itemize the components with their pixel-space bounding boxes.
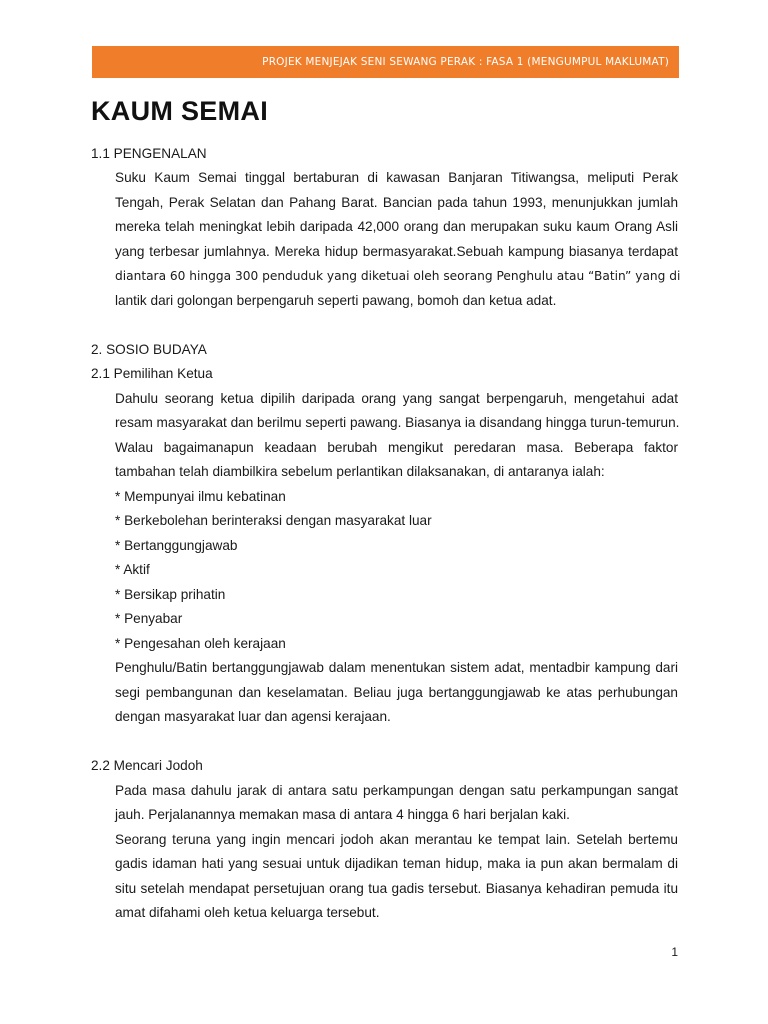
paragraph-line: situ setelah mendapat persetujuan orang tua gadis tersebut. Biasanya kehadiran pemuda itu bbox=[115, 881, 678, 896]
paragraph-line: gadis idaman hati yang sesuai untuk dijadikan teman hidup, maka ia pun akan bermalam di bbox=[115, 856, 678, 871]
section-heading-sosio-budaya: 2. SOSIO BUDAYA bbox=[91, 342, 207, 357]
section-heading-pengenalan: 1.1 PENGENALAN bbox=[91, 146, 207, 161]
paragraph-line: dengan masyarakat luar dan agensi kerajaan. bbox=[115, 709, 391, 724]
paragraph-line: amat difahami oleh ketua keluarga tersebut. bbox=[115, 905, 380, 920]
subsection-heading-pemilihan-ketua: 2.1 Pemilihan Ketua bbox=[91, 366, 213, 381]
bullet-item: * Pengesahan oleh kerajaan bbox=[115, 636, 286, 651]
bullet-item: * Mempunyai ilmu kebatinan bbox=[115, 489, 286, 504]
paragraph-line: mereka telah meningkat lebih daripada 42,000 orang dan merupakan suku kaum Orang Asli bbox=[115, 219, 678, 234]
header-banner-text: PROJEK MENJEJAK SENI SEWANG PERAK : FASA 1 (MENGUMPUL MAKLUMAT) bbox=[262, 56, 669, 68]
paragraph-line: lantik dari golongan berpengaruh seperti pawang, bomoh dan ketua adat. bbox=[115, 293, 557, 308]
bullet-item: * Aktif bbox=[115, 562, 150, 577]
paragraph-line: resam masyarakat dan berilmu seperti pawang. Biasanya ia disandang hingga turun-temurun. bbox=[115, 415, 680, 430]
paragraph-line: yang terbesar jumlahnya. Mereka hidup bermasyarakat.Sebuah kampung biasanya terdapat bbox=[115, 244, 678, 259]
bullet-item: * Bersikap prihatin bbox=[115, 587, 226, 602]
paragraph-line: Tengah, Perak Selatan dan Pahang Barat. Bancian pada tahun 1993, menunjukkan jumlah bbox=[115, 195, 678, 210]
paragraph-line: diantara 60 hingga 300 penduduk yang diketuai oleh seorang Penghulu atau “Batin” yang di bbox=[115, 269, 681, 283]
bullet-item: * Berkebolehan berinteraksi dengan masyarakat luar bbox=[115, 513, 432, 528]
paragraph-line: Penghulu/Batin bertanggungjawab dalam menentukan sistem adat, mentadbir kampung dari bbox=[115, 660, 678, 675]
paragraph-line: Seorang teruna yang ingin mencari jodoh akan merantau ke tempat lain. Setelah bertemu bbox=[115, 832, 678, 847]
paragraph-line: tambahan telah diambilkira sebelum perlantikan dilaksanakan, di antaranya ialah: bbox=[115, 464, 605, 479]
page-number: 1 bbox=[671, 945, 678, 959]
paragraph-line: Pada masa dahulu jarak di antara satu perkampungan dengan satu perkampungan sangat bbox=[115, 783, 678, 798]
header-banner bbox=[92, 46, 679, 78]
bullet-item: * Penyabar bbox=[115, 611, 183, 626]
bullet-item: * Bertanggungjawab bbox=[115, 538, 238, 553]
page-title: KAUM SEMAI bbox=[91, 96, 268, 126]
subsection-heading-mencari-jodoh: 2.2 Mencari Jodoh bbox=[91, 758, 203, 773]
paragraph-line: Dahulu seorang ketua dipilih daripada orang yang sangat berpengaruh, mengetahui adat bbox=[115, 391, 678, 406]
paragraph-line: segi pembangunan dan keselamatan. Beliau juga bertanggungjawab ke atas perhubungan bbox=[115, 685, 678, 700]
paragraph-line: jauh. Perjalanannya memakan masa di antara 4 hingga 6 hari berjalan kaki. bbox=[115, 807, 570, 822]
paragraph-line: Walau bagaimanapun keadaan berubah mengikut peredaran masa. Beberapa faktor bbox=[115, 440, 678, 455]
paragraph-line: Suku Kaum Semai tinggal bertaburan di kawasan Banjaran Titiwangsa, meliputi Perak bbox=[115, 170, 678, 185]
